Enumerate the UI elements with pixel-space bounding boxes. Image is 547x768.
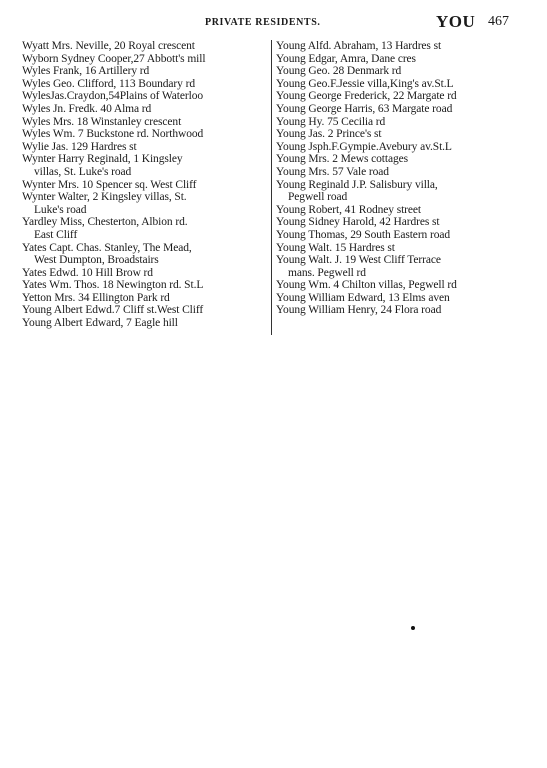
directory-entry [22,40,269,53]
ink-speck [411,626,415,630]
entry-continuation: Luke's road [34,203,87,216]
entry-text: Young George Harris, 63 Margate road [276,102,453,115]
directory-entry [276,304,538,317]
directory-entry [276,204,538,217]
entry-text: Wyles Wm. 7 Buckstone rd. Northwood [22,128,204,141]
entry-continuation: Pegwell road [288,191,348,204]
directory-entry [276,242,538,255]
entry-text: Young Albert Edwd.7 Cliff st.West Cliff [22,304,204,317]
entry-text: Young William Edward, 13 Elms aven [276,291,450,304]
directory-entry [276,53,538,66]
directory-entry [22,267,269,280]
entry-text: Yates Wm. Thos. 18 Newington rd. St.L [22,279,204,292]
entry-continuation: villas, St. Luke's road [34,165,132,178]
entry-text: Wynter Harry Reginald, 1 Kingsley [22,153,183,166]
entry-text: Young Edgar, Amra, Dane cres [276,52,416,65]
directory-entry [22,304,269,317]
directory-entry [276,78,538,91]
directory-entry [276,103,538,116]
entry-text: Young Wm. 4 Chilton villas, Pegwell rd [276,279,457,292]
directory-entry [22,141,269,154]
entry-continuation: East Cliff [34,228,78,241]
directory-entry [276,153,538,166]
entry-text: Young Jsph.F.Gympie.Avebury av.St.L [276,140,452,153]
entry-text: Young Alfd. Abraham, 13 Hardres st [276,40,442,52]
directory-entry [22,292,269,305]
entry-text: Young Hy. 75 Cecilia rd [276,115,386,128]
entry-text: Wyles Geo. Clifford, 113 Boundary rd [22,77,195,90]
entry-text: Young Jas. 2 Prince's st [276,128,382,141]
directory-entry [276,116,538,129]
left-column [22,40,269,330]
entry-text: Young Walt. J. 19 West Cliff Terrace [276,254,441,267]
page-header [0,12,547,34]
entry-text: Young Reginald J.P. Salisbury villa, [276,178,438,191]
directory-entry [22,53,269,66]
directory-entry [22,242,269,267]
directory-entry [22,90,269,103]
directory-entry [276,279,538,292]
directory-entry [22,116,269,129]
entry-text: Yardley Miss, Chesterton, Albion rd. [22,216,188,229]
entry-continuation: mans. Pegwell rd [288,266,366,279]
entry-text: Wyles Mrs. 18 Winstanley crescent [22,115,182,128]
entry-text: Wylie Jas. 129 Hardres st [22,140,137,153]
entry-text: Wyles Frank, 16 Artillery rd [22,65,150,78]
directory-entry [22,279,269,292]
entry-text: Young Geo.F.Jessie villa,King's av.St.L [276,77,454,90]
directory-entry [276,141,538,154]
entry-text: Young George Frederick, 22 Margate rd [276,90,457,103]
entry-text: Wynter Mrs. 10 Spencer sq. West Cliff [22,178,197,191]
directory-entry [276,40,538,53]
entry-text: Young William Henry, 24 Flora road [276,304,442,317]
directory-entry [22,103,269,116]
directory-entry [22,216,269,241]
entry-text: Young Mrs. 57 Vale road [276,165,389,178]
directory-entry [276,65,538,78]
page-number: 467 [488,14,509,29]
directory-entry [22,65,269,78]
directory-entry [276,166,538,179]
entry-text: Young Sidney Harold, 42 Hardres st [276,216,440,229]
directory-entry [22,78,269,91]
directory-entry [276,128,538,141]
entry-text: Wyles Jn. Fredk. 40 Alma rd [22,102,152,115]
directory-entry [276,292,538,305]
directory-entry [276,90,538,103]
directory-entry [276,254,538,279]
entry-text: Young Robert, 41 Rodney street [276,203,422,216]
entry-text: Young Geo. 28 Denmark rd [276,65,402,78]
entry-text: Wyborn Sydney Cooper,27 Abbott's mill [22,52,206,65]
entry-text: Yates Capt. Chas. Stanley, The Mead, [22,241,192,254]
entry-continuation: West Dumpton, Broadstairs [34,254,159,267]
right-column [276,40,538,317]
directory-entry [22,153,269,178]
entry-text: Young Mrs. 2 Mews cottages [276,153,408,166]
running-title: PRIVATE RESIDENTS. [205,17,321,28]
entry-text: Yates Edwd. 10 Hill Brow rd [22,266,153,279]
directory-entry [276,179,538,204]
entry-text: Young Thomas, 29 South Eastern road [276,228,451,241]
directory-entry [22,179,269,192]
entry-text: Wynter Walter, 2 Kingsley villas, St. [22,191,187,204]
entry-text: Wyatt Mrs. Neville, 20 Royal crescent [22,40,195,52]
entry-text: Yetton Mrs. 34 Ellington Park rd [22,291,170,304]
entry-text: WylesJas.Craydon,54Plains of Waterloo [22,90,203,103]
entry-text: Young Walt. 15 Hardres st [276,241,395,254]
directory-entry [22,317,269,330]
directory-entry [22,191,269,216]
index-keyword: YOU [436,12,476,31]
directory-entry [22,128,269,141]
directory-entry [276,216,538,229]
entry-text: Young Albert Edward, 7 Eagle hill [22,317,178,330]
column-divider [271,40,272,335]
directory-entry [276,229,538,242]
